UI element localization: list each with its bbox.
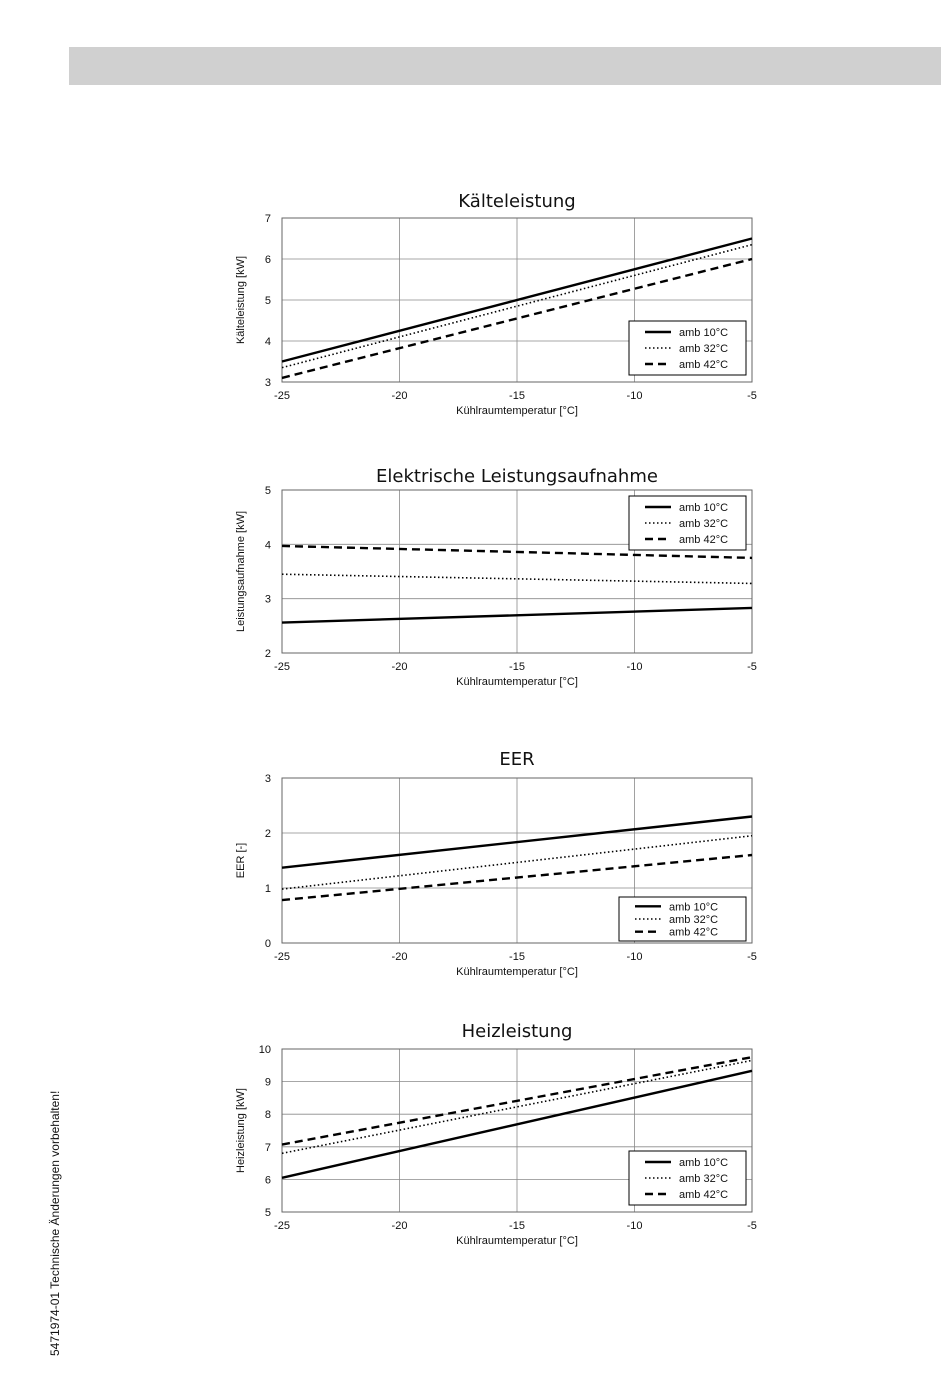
chart-2 — [0, 455, 950, 775]
y-tick-label: 3 — [264, 377, 271, 389]
x-tick-label: -10 — [626, 1220, 643, 1232]
y-axis-label: Kälteleistung [kW] — [235, 255, 247, 345]
x-axis-label: Kühlraumtemperatur [°C] — [456, 1235, 578, 1247]
chart-1 — [0, 180, 950, 500]
side-note: 5471974-01 Technische Änderungen vorbehalten! — [48, 1090, 62, 1356]
x-tick-label: -5 — [747, 1220, 757, 1232]
legend-label: amb 10°C — [679, 502, 729, 514]
chart-title: EER — [499, 749, 535, 770]
x-tick-label: -25 — [274, 390, 290, 402]
x-tick-label: -20 — [391, 1220, 408, 1232]
legend-label: amb 42°C — [679, 359, 729, 371]
y-tick-label: 3 — [264, 773, 271, 785]
chart-title: Elektrische Leistungsaufnahme — [376, 466, 658, 487]
legend-label: amb 32°C — [679, 1173, 729, 1185]
legend-label: amb 42°C — [669, 926, 719, 939]
y-tick-label: 8 — [264, 1109, 271, 1122]
y-tick-label: 7 — [264, 1141, 271, 1154]
x-tick-label: -25 — [274, 951, 290, 963]
y-tick-label: 2 — [264, 828, 271, 840]
x-tick-label: -5 — [747, 661, 757, 673]
legend-label: amb 10°C — [679, 327, 729, 339]
x-tick-label: -15 — [509, 951, 525, 963]
x-tick-label: -10 — [626, 661, 643, 673]
legend-label: amb 32°C — [679, 518, 729, 530]
legend-label: amb 10°C — [669, 901, 719, 914]
legend — [629, 496, 746, 550]
x-tick-label: -15 — [509, 1220, 525, 1232]
x-tick-label: -20 — [391, 661, 408, 673]
y-tick-label: 5 — [264, 295, 271, 307]
legend-label: amb 32°C — [669, 914, 719, 926]
y-tick-label: 5 — [264, 485, 271, 497]
y-tick-label: 1 — [264, 883, 271, 895]
x-tick-label: -10 — [626, 390, 643, 402]
y-tick-label: 3 — [264, 593, 271, 606]
y-tick-label: 10 — [258, 1044, 271, 1056]
x-tick-label: -20 — [391, 951, 408, 963]
y-tick-label: 2 — [264, 648, 271, 660]
x-tick-label: -15 — [509, 390, 525, 402]
y-tick-label: 7 — [264, 213, 271, 225]
x-tick-label: -10 — [626, 951, 643, 963]
y-tick-label: 0 — [264, 938, 271, 950]
x-tick-label: -25 — [274, 661, 290, 673]
y-tick-label: 5 — [264, 1207, 271, 1219]
y-axis-label: Heizleistung [kW] — [235, 1088, 247, 1173]
legend-label: amb 42°C — [679, 534, 729, 546]
chart-title: Heizleistung — [461, 1021, 573, 1042]
chart-title: Kälteleistung — [458, 191, 576, 212]
x-tick-label: -5 — [747, 951, 757, 963]
chart-4 — [0, 1010, 950, 1330]
y-tick-label: 4 — [264, 336, 271, 348]
legend-label: amb 32°C — [679, 343, 729, 355]
y-tick-label: 6 — [264, 1174, 271, 1187]
y-tick-label: 9 — [264, 1076, 271, 1089]
x-tick-label: -25 — [274, 1220, 290, 1232]
y-tick-label: 6 — [264, 254, 271, 266]
y-axis-label: Leistungsaufnahme [kW] — [235, 510, 247, 633]
x-tick-label: -15 — [509, 661, 525, 673]
x-axis-label: Kühlraumtemperatur [°C] — [456, 676, 578, 688]
x-axis-label: Kühlraumtemperatur [°C] — [456, 966, 578, 978]
legend-label: amb 42°C — [679, 1189, 729, 1201]
legend-label: amb 10°C — [679, 1157, 729, 1169]
legend — [629, 321, 746, 375]
x-tick-label: -5 — [747, 390, 757, 402]
x-tick-label: -20 — [391, 390, 408, 402]
legend — [619, 897, 746, 941]
x-axis-label: Kühlraumtemperatur [°C] — [456, 405, 578, 417]
y-tick-label: 4 — [264, 539, 271, 552]
header-bar — [69, 47, 941, 85]
legend — [629, 1151, 746, 1205]
y-axis-label: EER [-] — [235, 842, 247, 879]
